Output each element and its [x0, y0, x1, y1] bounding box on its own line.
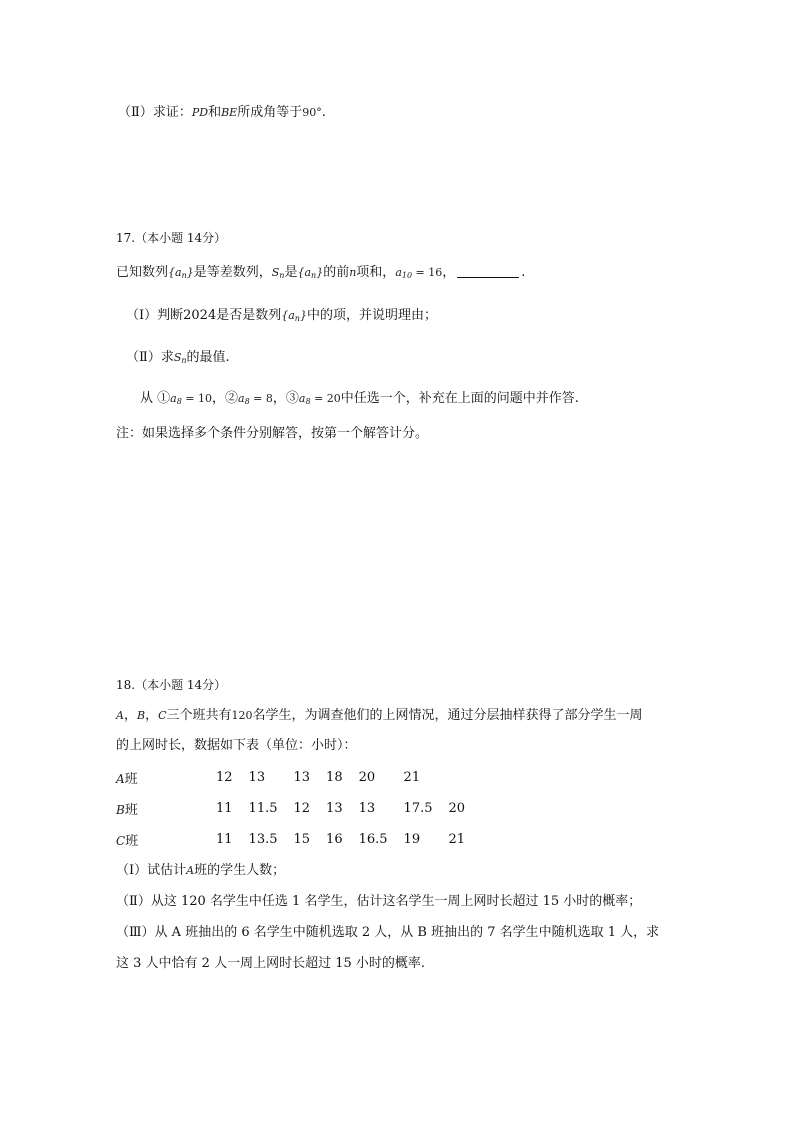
- q17-choices: [140, 390, 579, 411]
- table-cell: 13: [326, 801, 343, 816]
- table-row: [116, 793, 481, 824]
- math-eq: = 8: [249, 392, 273, 405]
- table-cell: 15: [293, 832, 311, 847]
- table-cell: 13.5: [248, 832, 278, 847]
- table-row: [116, 824, 481, 855]
- q16-part2-period: .: [321, 105, 326, 120]
- math-part: a: [238, 392, 245, 405]
- q17-choices-text: ，③: [272, 391, 299, 406]
- table-cell: 13: [358, 801, 376, 816]
- math-a10: [395, 266, 412, 279]
- table-cell: 21: [448, 832, 466, 847]
- q18-part1: [116, 862, 285, 880]
- math-90deg: 90°: [302, 106, 322, 119]
- q17-part2-text: （Ⅱ）求: [126, 350, 174, 365]
- math-eq: = 20: [310, 392, 341, 405]
- math-sub: 8: [244, 397, 250, 406]
- table-cell: 12: [293, 801, 311, 816]
- math-part: {a: [168, 266, 182, 279]
- math-eq: = 16: [412, 266, 443, 279]
- q17-stem-text: 已知数列: [116, 265, 169, 280]
- q18-part3-line2: 这 3 人中恰有 2 人一周上网时长超过 15 小时的概率.: [116, 956, 426, 971]
- math-sub: n: [311, 271, 317, 280]
- table-cell: 12: [216, 770, 233, 785]
- q18-part2: （Ⅱ）从这 120 名学生中任选 1 名学生，估计这名学生一周上网时长超过 15 小时的概率；: [116, 894, 642, 909]
- table-cell: 20: [358, 770, 376, 785]
- q17-stem-text: 是等差数列，: [193, 265, 272, 280]
- math-part: S: [173, 351, 182, 364]
- math-part: }: [186, 266, 194, 279]
- q17-stem-text: ，: [442, 265, 456, 280]
- table-row: [116, 762, 481, 793]
- math-part: }: [299, 309, 307, 322]
- class-suffix: 班: [124, 803, 138, 818]
- q16-part2-text: 和: [208, 105, 222, 120]
- table-cell: 13: [293, 770, 311, 785]
- q18-stem-text: 名学生，为调查他们的上网情况，通过分层抽样获得了部分学生一周: [252, 708, 643, 723]
- q17-stem-text: 的前: [323, 265, 350, 280]
- q17-stem-text: 项和，: [356, 265, 396, 280]
- table-cell: 18: [326, 770, 343, 785]
- q16-part2-text: 所成角等于: [237, 105, 303, 120]
- q17-note: 注：如果选择多个条件分别解答，按第一个解答计分。: [116, 426, 429, 441]
- math-sub: n: [181, 271, 187, 280]
- math-a8: [299, 392, 311, 405]
- class-label: [116, 793, 216, 824]
- q18-stem-text: ，: [123, 708, 137, 723]
- math-part: a: [170, 392, 177, 405]
- q17-part1: [126, 307, 437, 328]
- math-class-a: A: [186, 864, 195, 877]
- q17-header: 17.（本小题 14分）: [116, 231, 227, 245]
- table-cell: 13: [248, 770, 266, 785]
- q17-choices-text: ，②: [212, 391, 239, 406]
- math-pd: PD: [191, 106, 209, 119]
- q17-choices-text: 从 ①: [140, 391, 171, 406]
- class-label: [116, 762, 216, 793]
- math-sub: 10: [401, 271, 413, 280]
- math-class-a: A: [116, 772, 125, 786]
- class-suffix: 班: [125, 834, 139, 849]
- math-c: C: [158, 709, 167, 722]
- table-cell: [449, 762, 482, 793]
- table-cell: 20: [448, 801, 466, 816]
- q18-stem-text: ，: [145, 708, 159, 723]
- math-part: a: [298, 392, 306, 405]
- math-part: a: [395, 266, 402, 279]
- q17-stem-text: 是: [284, 265, 298, 280]
- math-part: {a: [297, 266, 312, 279]
- table-cell: 16.5: [358, 832, 388, 847]
- table-cell: 19: [403, 832, 421, 847]
- fill-in-blank: [457, 265, 519, 278]
- math-n: n: [349, 266, 357, 279]
- math-seq-an: [281, 309, 307, 322]
- q18-part1-text: 班的学生人数；: [194, 863, 286, 878]
- math-sn: [174, 351, 187, 364]
- math-b: B: [136, 709, 146, 722]
- q17-choices-text: 中任选一个，补充在上面的问题中并作答.: [340, 391, 579, 406]
- table-cell: 21: [403, 770, 421, 785]
- math-be: BE: [221, 106, 238, 119]
- math-a: A: [116, 709, 124, 722]
- math-a8: [238, 392, 250, 405]
- math-eq: = 10: [181, 392, 213, 405]
- table-cell: 17.5: [403, 801, 433, 816]
- q17-part2: [126, 349, 230, 370]
- table-cell: 11: [216, 801, 233, 816]
- table-cell: 11: [216, 832, 233, 847]
- math-sub: n: [181, 356, 187, 365]
- math-120: 120: [231, 709, 253, 722]
- table-cell: 11.5: [248, 801, 278, 816]
- hours-table: [116, 762, 481, 855]
- q16-part2-text: （Ⅱ）求证：: [118, 105, 192, 120]
- math-sub: 8: [305, 397, 311, 406]
- q18-stem-text: 三个班共有: [166, 708, 232, 723]
- q16-part2: [118, 104, 326, 122]
- math-part: S: [271, 266, 280, 279]
- math-seq-an: [168, 266, 194, 279]
- math-class-c: C: [116, 834, 126, 848]
- math-part: {a: [281, 309, 295, 322]
- q18-header: 18.（本小题 14分）: [116, 678, 227, 692]
- q17-stem-period: .: [521, 265, 526, 280]
- math-seq-an: [297, 266, 323, 279]
- q17-part1-text: （Ⅰ）判断2024是否是数列: [126, 308, 282, 323]
- math-sn: [272, 266, 285, 279]
- q18-stem-line2: 的上网时长，数据如下表（单位：小时）：: [116, 738, 357, 753]
- math-sub: 8: [176, 397, 182, 406]
- q17-stem: [116, 264, 525, 285]
- class-label: [116, 824, 216, 855]
- table-cell: 16: [326, 832, 343, 847]
- class-suffix: 班: [124, 772, 138, 787]
- q17-part2-text: 的最值.: [186, 350, 230, 365]
- q18-part1-text: （Ⅰ）试估计: [116, 863, 187, 878]
- math-sub: n: [279, 271, 285, 280]
- math-sub: n: [294, 314, 300, 323]
- q17-part1-text: 中的项，并说明理由；: [306, 308, 437, 323]
- math-class-b: B: [116, 803, 125, 817]
- q18-stem-line1: [116, 707, 643, 725]
- math-a8: [170, 392, 182, 405]
- q18-part3-line1: （Ⅲ）从 A 班抽出的 6 名学生中随机选取 2 人，从 B 班抽出的 7 名学生中随机选取 1 人，求: [116, 925, 660, 940]
- math-part: }: [316, 266, 324, 279]
